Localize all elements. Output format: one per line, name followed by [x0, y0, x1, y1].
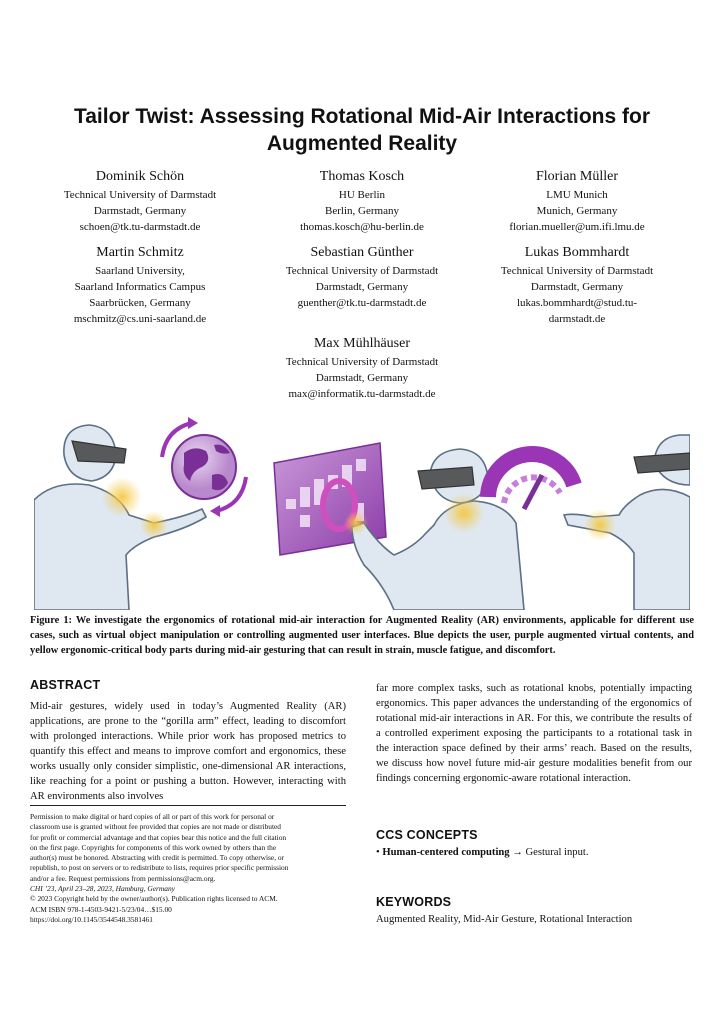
author-email[interactable]: florian.mueller@um.ifi.lmu.de	[509, 221, 645, 233]
author-email[interactable]: guenther@tk.tu-darmstadt.de	[297, 297, 427, 309]
arrow-right-icon: →	[512, 847, 523, 858]
author-location: Darmstadt, Germany	[315, 372, 409, 384]
teaser-figure	[34, 405, 690, 610]
author-affiliation-2: Saarland Informatics Campus	[74, 281, 206, 293]
author-name: Thomas Kosch	[319, 169, 405, 184]
author-email[interactable]: mschmitz@cs.uni-saarland.de	[73, 313, 207, 325]
author-name: Sebastian Günther	[310, 245, 414, 260]
author-name: Max Mühlhäuser	[313, 336, 411, 351]
author-email[interactable]: schoen@tk.tu-darmstadt.de	[79, 221, 201, 233]
author-block	[457, 168, 697, 235]
keywords-heading: KEYWORDS	[376, 895, 452, 909]
permission-line: author(s) must be honored. Abstracting with credit is permitted. To copy otherwise, or	[30, 853, 285, 863]
author-location: Darmstadt, Germany	[93, 205, 187, 217]
permission-line: and/or a fee. Request permissions from permissions@acm.org.	[30, 873, 216, 883]
author-email[interactable]: lukas.bommhardt@stud.tu-	[516, 297, 638, 309]
author-name: Martin Schmitz	[96, 245, 184, 260]
author-affiliation: Technical University of Darmstadt	[285, 356, 439, 368]
author-location: Darmstadt, Germany	[530, 281, 624, 293]
author-affiliation: Technical University of Darmstadt	[63, 189, 217, 201]
author-block	[457, 244, 697, 327]
author-block	[242, 335, 482, 402]
permission-line: for profit or commercial advantage and that copies bear this notice and the full citation	[30, 832, 287, 842]
footnote-divider	[30, 805, 346, 806]
author-block	[242, 244, 482, 311]
author-block	[20, 244, 260, 327]
author-name: Lukas Bommhardt	[524, 245, 630, 260]
copyright-line: © 2023 Copyright held by the owner/author(s). Publication rights licensed to ACM.	[30, 894, 278, 904]
paper-title	[40, 103, 684, 157]
author-affiliation: Technical University of Darmstadt	[285, 265, 439, 277]
author-affiliation: LMU Munich	[546, 189, 608, 201]
author-location: Darmstadt, Germany	[315, 281, 409, 293]
permission-notice	[30, 812, 346, 925]
author-email[interactable]: thomas.kosch@hu-berlin.de	[300, 221, 424, 233]
author-affiliation: Saarland University,	[95, 265, 185, 277]
bullet-icon: •	[376, 847, 380, 858]
rotary-knob-icon	[488, 454, 574, 509]
author-name: Dominik Schön	[95, 169, 185, 184]
author-location: Munich, Germany	[536, 205, 618, 217]
author-location: Berlin, Germany	[325, 205, 399, 217]
author-name: Florian Müller	[535, 169, 619, 184]
permission-line: Permission to make digital or hard copies of all or part of this work for personal or	[30, 812, 275, 821]
author-email[interactable]: max@informatik.tu-darmstadt.de	[288, 388, 436, 400]
ccs-subterm: Gestural input.	[525, 847, 589, 858]
keywords-text: Augmented Reality, Mid-Air Gesture, Rotational Interaction	[376, 914, 633, 925]
permission-line: classroom use is granted without fee provided that copies are not made or distributed	[30, 822, 282, 832]
abstract-text-col2: far more complex tasks, such as rotational knobs, potentially impacting ergonomics. This paper advances the understanding of the ergonomics of rotational mid-air interactions in AR. For this, we contribute the results of a controlled experiment exposing the participants to a rotational task in the interaction space defined by their arms’ reach. Based on the results, we discuss how novel future mid-air gesture modalities benefit from our findings concerning ergonomic-aware rotational interaction.	[376, 683, 692, 784]
globe-icon	[162, 417, 246, 517]
author-location: Saarbrücken, Germany	[89, 297, 191, 309]
isbn-line: ACM ISBN 978-1-4503-9421-5/23/04…$15.00	[30, 904, 172, 914]
doi-link[interactable]: https://doi.org/10.1145/3544548.3581461	[30, 914, 153, 924]
user-figure-right	[564, 435, 690, 610]
abstract-heading: ABSTRACT	[30, 678, 101, 692]
venue-line: CHI ’23, April 23–28, 2023, Hamburg, Germany	[30, 884, 175, 894]
author-email-continued[interactable]: darmstadt.de	[548, 313, 606, 325]
abstract-text-col1: Mid-air gestures, widely used in today’s Augmented Reality (AR) applications, are prone to the “gorilla arm” effect, leading to discomfort with prolonged interactions. While prior work has proposed metrics to quantify this effect and means to improve comfort and ergonomics, these works usually only consider simplistic, one-dimensional AR interactions, like reaching for a point or pushing a button. However, interacting with AR environments also involves	[30, 701, 346, 802]
figure-caption: Figure 1: We investigate the ergonomics of rotational mid-air interaction for Augmented Reality (AR) environments, applicable for different use cases, such as virtual object manipulation or controlling augmented user interfaces. Blue depicts the user, purple augmented virtual contents, and yellow ergonomic-critical body parts during mid-air gesturing that can result in strain, muscle fatigue, and discomfort.	[30, 615, 694, 656]
ccs-entry	[376, 847, 588, 858]
permission-line: on the first page. Copyrights for components of this work owned by others than the	[30, 842, 277, 852]
author-block	[20, 168, 260, 235]
author-block	[242, 168, 482, 235]
permission-line: republish, to post on servers or to redistribute to lists, requires prior specific permission	[30, 863, 289, 873]
author-affiliation: Technical University of Darmstadt	[500, 265, 654, 277]
title-line-1: Tailor Twist: Assessing Rotational Mid-Air Interactions for	[73, 105, 650, 128]
ccs-heading: CCS CONCEPTS	[376, 828, 478, 842]
author-affiliation: HU Berlin	[338, 189, 386, 201]
title-line-2: Augmented Reality	[266, 132, 458, 155]
ccs-term: Human-centered computing	[382, 847, 510, 858]
